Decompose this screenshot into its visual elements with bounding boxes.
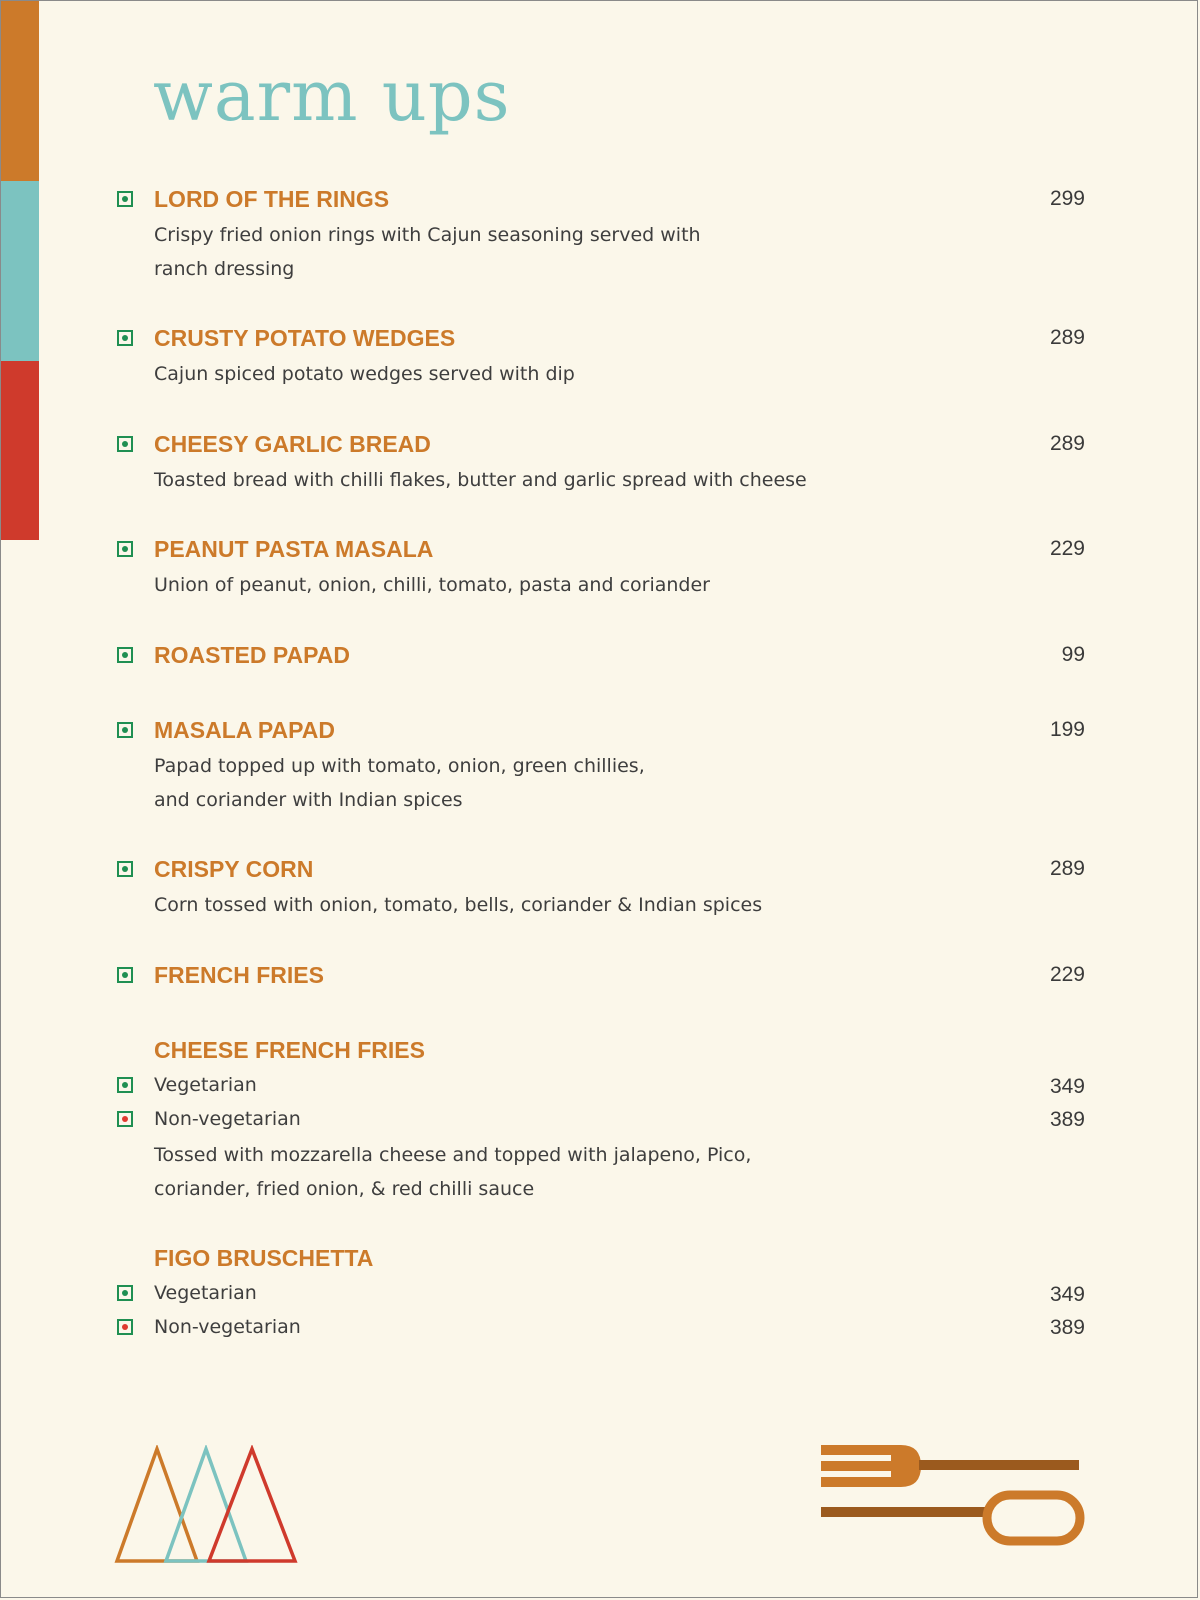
stripe-teal [1, 181, 39, 361]
variant-label: Non-vegetarian [154, 1108, 301, 1130]
description-line: Papad topped up with tomato, onion, green chillies, [154, 755, 645, 777]
description-line: Crispy fried onion rings with Cajun seasoning served with [154, 224, 701, 246]
veg-indicator-icon [117, 722, 133, 738]
description-line: Corn tossed with onion, tomato, bells, coriander & Indian spices [154, 894, 763, 916]
variant-label: Non-vegetarian [154, 1316, 301, 1338]
description-line: Union of peanut, onion, chilli, tomato, pasta and coriander [154, 574, 710, 596]
description-line: coriander, fried onion, & red chilli sauce [154, 1178, 535, 1200]
item-price: 289 [1049, 857, 1085, 880]
veg-indicator-icon [117, 330, 133, 346]
item-description [154, 463, 874, 497]
item-price: 199 [1049, 718, 1085, 741]
description-line: ranch dressing [154, 258, 295, 280]
veg-indicator-icon [117, 191, 133, 207]
variant-price: 349 [1049, 1283, 1085, 1306]
description-line: Toasted bread with chilli flakes, butter and garlic spread with cheese [154, 469, 807, 491]
item-description [154, 888, 874, 922]
item-name: LORD OF THE RINGS [154, 186, 390, 212]
veg-indicator-icon [117, 1077, 133, 1093]
item-name: CRISPY CORN [154, 856, 314, 882]
item-name: ROASTED PAPAD [154, 642, 350, 668]
variant-price: 389 [1049, 1108, 1085, 1131]
stripe-orange [1, 1, 39, 181]
item-name: CHEESY GARLIC BREAD [154, 431, 431, 457]
item-price: 299 [1049, 187, 1085, 210]
item-name: FRENCH FRIES [154, 962, 324, 988]
veg-indicator-icon [117, 967, 133, 983]
triangles-logo-icon [113, 1445, 303, 1565]
fork-spoon-icon [821, 1445, 1091, 1555]
item-description [154, 218, 874, 286]
item-description [154, 749, 874, 817]
veg-indicator-icon [117, 436, 133, 452]
item-price: 289 [1049, 326, 1085, 349]
description-line: and coriander with Indian spices [154, 789, 463, 811]
variant-label: Vegetarian [154, 1282, 257, 1304]
variant-label: Vegetarian [154, 1074, 257, 1096]
item-description [154, 568, 874, 602]
item-price: 99 [1061, 643, 1085, 666]
item-price: 229 [1049, 537, 1085, 560]
nonveg-indicator-icon [117, 1319, 133, 1335]
veg-indicator-icon [117, 647, 133, 663]
description-line: Cajun spiced potato wedges served with dip [154, 363, 575, 385]
item-name: CRUSTY POTATO WEDGES [154, 325, 456, 351]
item-description [154, 1138, 874, 1206]
variant-price: 389 [1049, 1316, 1085, 1339]
veg-indicator-icon [117, 541, 133, 557]
nonveg-indicator-icon [117, 1111, 133, 1127]
item-name: MASALA PAPAD [154, 717, 336, 743]
item-name: FIGO BRUSCHETTA [154, 1245, 374, 1271]
item-name: PEANUT PASTA MASALA [154, 536, 434, 562]
stripe-red [1, 361, 39, 540]
item-price: 289 [1049, 432, 1085, 455]
veg-indicator-icon [117, 861, 133, 877]
item-name: CHEESE FRENCH FRIES [154, 1037, 425, 1063]
page-title: warm ups [153, 55, 511, 137]
item-description [154, 357, 874, 391]
variant-price: 349 [1049, 1075, 1085, 1098]
item-price: 229 [1049, 963, 1085, 986]
description-line: Tossed with mozzarella cheese and topped with jalapeno, Pico, [154, 1144, 752, 1166]
veg-indicator-icon [117, 1285, 133, 1301]
